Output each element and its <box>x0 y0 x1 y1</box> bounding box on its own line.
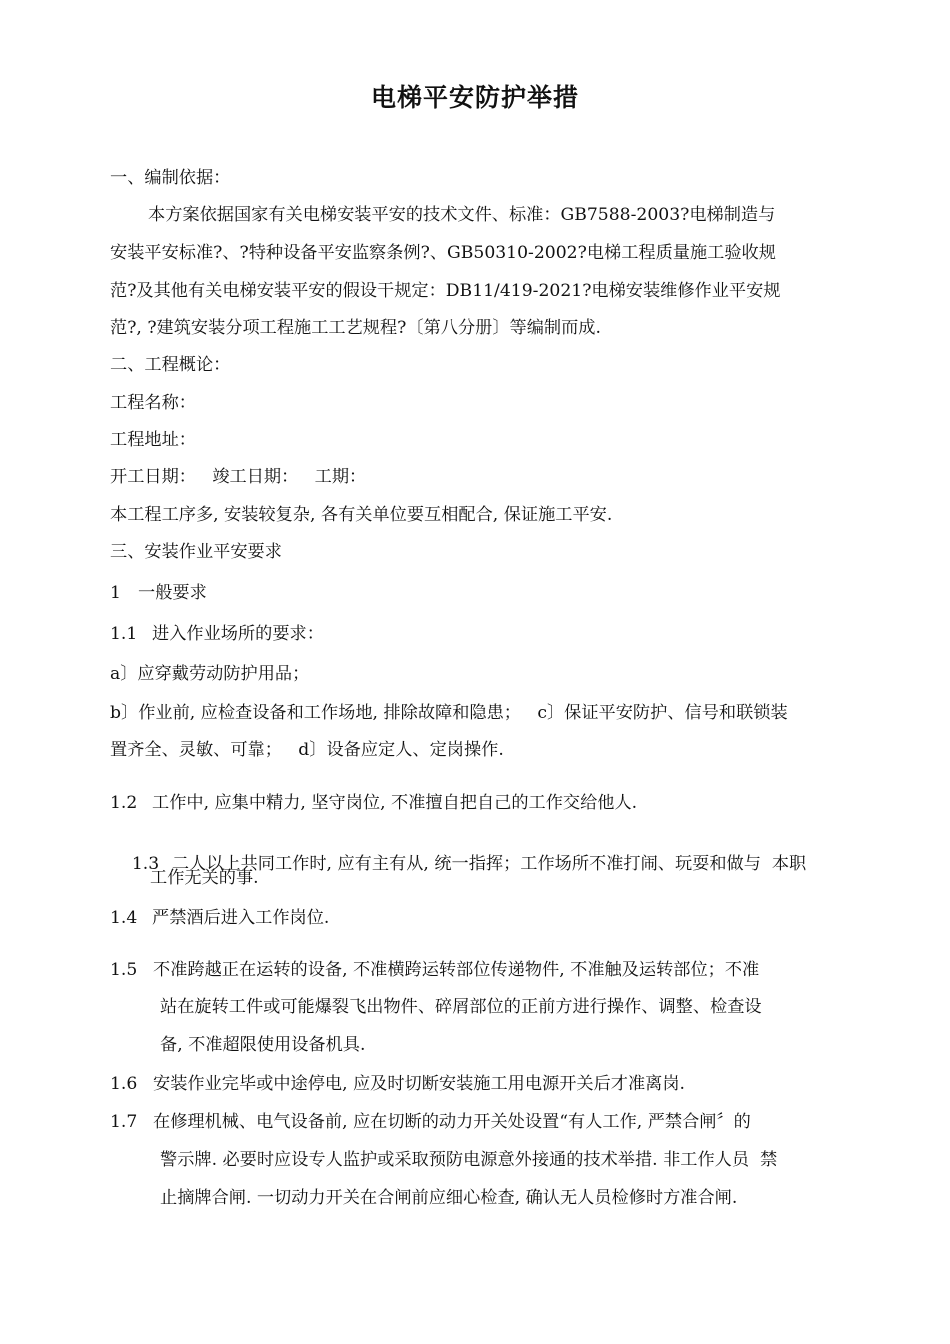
rule-number: 1.2 <box>110 793 138 813</box>
rule-item-1-1 <box>110 622 324 646</box>
rule-text: 进入作业场所的要求： <box>152 624 324 644</box>
rule-number: 1.5 <box>110 960 138 980</box>
rule-item-1-5 <box>110 958 759 982</box>
rule-text: 不准跨越正在运转的设备, 不准横跨运转部位传递物件, 不准触及运转部位；不准 <box>153 960 760 980</box>
rule-sub-item-a: a〕应穿戴劳动防护用品； <box>110 664 310 684</box>
section-heading-overview: 二、工程概论： <box>110 355 231 375</box>
rule-number: 1.6 <box>110 1074 138 1094</box>
rule-item-1-4 <box>110 906 329 930</box>
rule-item-1-6 <box>110 1072 685 1096</box>
rule-text: 在修理机械、电气设备前, 应在切断的动力开关处设置“有人工作, 严禁合闸〞的 <box>153 1112 751 1132</box>
section-heading-basis: 一、编制依据： <box>110 168 231 188</box>
rule-item-1-7 <box>110 1110 751 1134</box>
rule-number: 1.3 <box>131 854 160 874</box>
paragraph-line: 安装平安标准?、?特种设备平安监察条例?、GB50310-2002?电梯工程质量施工验收规 <box>110 243 776 263</box>
rule-number: 1.1 <box>110 624 138 644</box>
document-title: 电梯平安防护举措 <box>370 83 579 112</box>
rule-number: 1 <box>110 583 121 603</box>
rule-item-1-5-cont: 备, 不准超限使用设备机具. <box>160 1035 366 1055</box>
paragraph-line: 范?及其他有关电梯安装平安的假设干规定：DB11/419-2021?电梯安装维修作业平安规 <box>110 281 781 301</box>
rule-item-1-3-cont: 工作无关的事. <box>150 868 259 888</box>
rule-text: 严禁酒后进入工作岗位. <box>152 908 330 928</box>
rule-sub-item-b: b〕作业前, 应检查设备和工作场地, 排除故障和隐患； c〕保证平安防护、信号和联锁装 <box>110 703 788 723</box>
paragraph-line: 范?, ?建筑安装分项工程施工工艺规程?〔第八分册〕等编制而成. <box>110 318 601 338</box>
rule-sub-item-b-cont: 置齐全、灵敏、可靠； d〕设备应定人、定岗操作. <box>110 740 504 760</box>
rule-text: 二人以上共同工作时, 应有主有从, 统一指挥；工作场所不准打闹、玩耍和做与 本职 <box>171 854 807 874</box>
rule-number: 1.7 <box>110 1112 138 1132</box>
project-address-field: 工程地址： <box>110 430 196 450</box>
rule-text: 一般要求 <box>138 583 207 603</box>
rule-number: 1.4 <box>110 908 138 928</box>
project-name-field: 工程名称： <box>110 393 196 413</box>
rule-item-1 <box>110 581 207 605</box>
project-dates-field: 开工日期： 竣工日期： 工期： <box>110 467 367 487</box>
rule-item-1-7-cont: 止摘牌合闸. 一切动力开关在合闸前应细心检查, 确认无人员检修时方准合闸. <box>160 1188 738 1208</box>
paragraph-line: 本方案依据国家有关电梯安装平安的技术文件、标准：GB7588-2003?电梯制造与 <box>148 205 776 225</box>
rule-item-1-2 <box>110 791 637 815</box>
rule-text: 安装作业完毕或中途停电, 应及时切断安装施工用电源开关后才准离岗. <box>153 1074 686 1094</box>
rule-item-1-5-cont: 站在旋转工件或可能爆裂飞出物件、碎屑部位的正前方进行操作、调整、检查设 <box>160 997 762 1017</box>
rule-text: 工作中, 应集中精力, 坚守岗位, 不准擅自把自己的工作交给他人. <box>152 793 638 813</box>
project-summary: 本工程工序多, 安装较复杂, 各有关单位要互相配合, 保证施工平安. <box>110 505 613 525</box>
section-heading-requirements: 三、安装作业平安要求 <box>110 542 282 562</box>
rule-item-1-7-cont: 警示牌. 必要时应设专人监护或采取预防电源意外接通的技术举措. 非工作人员 禁 <box>160 1150 778 1170</box>
